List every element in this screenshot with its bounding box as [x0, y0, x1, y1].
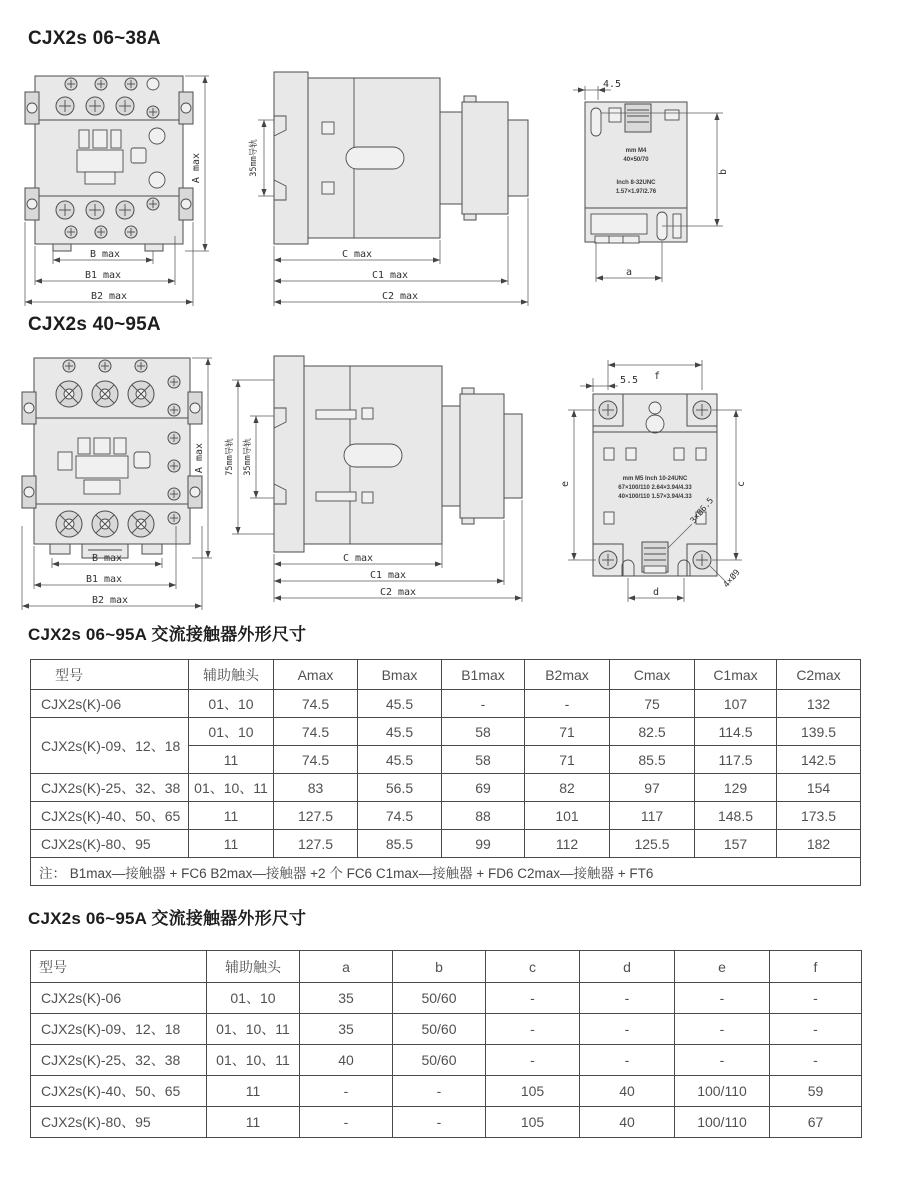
column-header: c	[486, 951, 580, 983]
value-cell: 40	[580, 1107, 675, 1138]
value-cell: 173.5	[777, 802, 861, 830]
value-cell: 99	[442, 830, 525, 858]
value-cell: 129	[695, 774, 777, 802]
value-cell: 85.5	[610, 746, 695, 774]
dim-label-4-5: 4.5	[603, 79, 622, 90]
model-cell: CJX2s(K)-25、32、38	[31, 1045, 207, 1076]
value-cell: -	[580, 1045, 675, 1076]
dim-label-f: f	[653, 371, 661, 382]
value-cell: 112	[525, 830, 610, 858]
value-cell: -	[486, 983, 580, 1014]
value-cell: 56.5	[358, 774, 442, 802]
dim-label-c: c	[736, 480, 747, 488]
value-cell: -	[580, 1014, 675, 1045]
value-cell: 82.5	[610, 718, 695, 746]
dim-label-holes-3: 3×Ø6.5	[688, 495, 717, 526]
value-cell: 01、10	[189, 718, 274, 746]
value-cell: 45.5	[358, 690, 442, 718]
dim-label-35mm-rail: 35mm导轨	[249, 139, 259, 177]
table-row	[31, 830, 861, 858]
value-cell: 45.5	[358, 718, 442, 746]
value-cell: -	[675, 1014, 770, 1045]
dim-label-c2-max: C2 max	[381, 291, 419, 302]
column-header: 辅助触头	[189, 660, 274, 690]
mount-spec-line: 40×100/110 1.57×3.94/4.33	[618, 494, 692, 500]
value-cell: -	[300, 1076, 393, 1107]
dim-label-c1-max: C1 max	[371, 270, 409, 281]
dim-label-b2-max: B2 max	[90, 291, 128, 302]
value-cell: 154	[777, 774, 861, 802]
value-cell: 01、10、11	[207, 1045, 300, 1076]
value-cell: 40	[580, 1076, 675, 1107]
column-header: b	[393, 951, 486, 983]
dim-label-b2-max: B2 max	[91, 595, 129, 606]
section-title-40-95a: CJX2s 40~95A	[28, 314, 161, 335]
value-cell: 71	[525, 746, 610, 774]
mount-spec-line: Inch 8-32UNC	[616, 180, 656, 186]
value-cell: 71	[525, 718, 610, 746]
value-cell: 58	[442, 746, 525, 774]
dim-label-b-max: B max	[89, 249, 121, 260]
value-cell: 58	[442, 718, 525, 746]
value-cell: 100/110	[675, 1076, 770, 1107]
value-cell: 59	[770, 1076, 862, 1107]
front-view-drawing-small	[25, 68, 220, 305]
column-header: d	[580, 951, 675, 983]
dim-label-a-max: A max	[194, 442, 205, 474]
model-cell: CJX2s(K)-09、12、18	[31, 718, 189, 774]
value-cell: 105	[486, 1076, 580, 1107]
dim-label-d: d	[652, 587, 660, 598]
value-cell: 01、10	[189, 690, 274, 718]
value-cell: 157	[695, 830, 777, 858]
value-cell: 35	[300, 1014, 393, 1045]
table-row	[31, 1076, 862, 1107]
section-title-06-38a: CJX2s 06~38A	[28, 28, 161, 49]
dimensions-table-overall	[30, 659, 861, 886]
value-cell: -	[442, 690, 525, 718]
value-cell: 97	[610, 774, 695, 802]
table-row	[31, 690, 861, 718]
model-cell: CJX2s(K)-06	[31, 983, 207, 1014]
value-cell: 11	[189, 802, 274, 830]
value-cell: 50/60	[393, 983, 486, 1014]
column-header: Amax	[274, 660, 358, 690]
value-cell: 74.5	[274, 690, 358, 718]
value-cell: 117.5	[695, 746, 777, 774]
dim-label-b1-max: B1 max	[84, 270, 122, 281]
value-cell: -	[675, 1045, 770, 1076]
note-row	[31, 858, 861, 886]
dim-label-b-max: B max	[91, 553, 123, 564]
side-view-drawing-large	[225, 352, 528, 618]
value-cell: 101	[525, 802, 610, 830]
value-cell: 11	[207, 1107, 300, 1138]
value-cell: 139.5	[777, 718, 861, 746]
model-cell: CJX2s(K)-40、50、65	[31, 802, 189, 830]
dim-label-35mm-rail: 35mm导轨	[243, 438, 253, 476]
value-cell: 100/110	[675, 1107, 770, 1138]
value-cell: -	[486, 1045, 580, 1076]
header-row	[31, 660, 861, 690]
value-cell: 74.5	[274, 718, 358, 746]
value-cell: 67	[770, 1107, 862, 1138]
value-cell: 88	[442, 802, 525, 830]
value-cell: 69	[442, 774, 525, 802]
dim-label-c-max: C max	[341, 249, 373, 260]
value-cell: 182	[777, 830, 861, 858]
value-cell: -	[770, 1014, 862, 1045]
column-header: B2max	[525, 660, 610, 690]
dim-label-b: b	[718, 168, 729, 176]
value-cell: 11	[189, 830, 274, 858]
table-row	[31, 1014, 862, 1045]
value-cell: 40	[300, 1045, 393, 1076]
dim-label-a: a	[625, 267, 633, 278]
column-header: a	[300, 951, 393, 983]
value-cell: 35	[300, 983, 393, 1014]
value-cell: -	[393, 1076, 486, 1107]
table-row	[31, 802, 861, 830]
column-header: C2max	[777, 660, 861, 690]
value-cell: -	[770, 1045, 862, 1076]
mount-spec-line: 1.57×1.97/2.76	[615, 189, 657, 195]
model-cell: CJX2s(K)-06	[31, 690, 189, 718]
model-cell: CJX2s(K)-40、50、65	[31, 1076, 207, 1107]
table-row	[31, 718, 861, 746]
value-cell: 125.5	[610, 830, 695, 858]
table1-title: CJX2s 06~95A 交流接触器外形尺寸	[28, 625, 307, 644]
model-cell: CJX2s(K)-25、32、38	[31, 774, 189, 802]
dim-label-b1-max: B1 max	[85, 574, 123, 585]
table-row	[31, 1107, 862, 1138]
column-header: Cmax	[610, 660, 695, 690]
mount-spec-line: mm M5 Inch 10-24UNC	[622, 476, 688, 482]
dim-label-e: e	[560, 480, 571, 488]
value-cell: 127.5	[274, 830, 358, 858]
value-cell: 75	[610, 690, 695, 718]
table2-title: CJX2s 06~95A 交流接触器外形尺寸	[28, 909, 307, 928]
model-cell: CJX2s(K)-09、12、18	[31, 1014, 207, 1045]
table-note: 注： B1max—接触器 + FC6 B2max—接触器 +2 个 FC6 C1max—接触器 + FD6 C2max—接触器 + FT6	[31, 858, 861, 886]
dimensions-table-mounting	[30, 950, 862, 1138]
table-row	[31, 774, 861, 802]
column-header: 辅助触头	[207, 951, 300, 983]
value-cell: 117	[610, 802, 695, 830]
value-cell: 85.5	[358, 830, 442, 858]
column-header: 型号	[31, 660, 189, 690]
mount-spec-line: mm M4	[625, 148, 647, 154]
value-cell: 105	[486, 1107, 580, 1138]
value-cell: 01、10、11	[189, 774, 274, 802]
value-cell: 74.5	[274, 746, 358, 774]
value-cell: 148.5	[695, 802, 777, 830]
value-cell: 107	[695, 690, 777, 718]
value-cell: 83	[274, 774, 358, 802]
table-row	[31, 1045, 862, 1076]
column-header: B1max	[442, 660, 525, 690]
dim-label-a-max: A max	[191, 152, 202, 184]
model-cell: CJX2s(K)-80、95	[31, 830, 189, 858]
value-cell: 50/60	[393, 1045, 486, 1076]
column-header: f	[770, 951, 862, 983]
value-cell: -	[300, 1107, 393, 1138]
back-view-drawing-small	[565, 68, 815, 305]
value-cell: -	[393, 1107, 486, 1138]
dim-label-75mm-rail: 75mm导轨	[225, 438, 235, 476]
table-row	[31, 983, 862, 1014]
dim-label-c-max: C max	[342, 553, 374, 564]
model-cell: CJX2s(K)-80、95	[31, 1107, 207, 1138]
value-cell: 01、10、11	[207, 1014, 300, 1045]
value-cell: -	[525, 690, 610, 718]
dim-label-c2-max: C2 max	[379, 587, 417, 598]
mount-spec-line: 40×50/70	[623, 157, 649, 163]
value-cell: 142.5	[777, 746, 861, 774]
side-view-drawing-small	[250, 68, 540, 305]
front-view-drawing-large	[22, 352, 222, 618]
value-cell: 45.5	[358, 746, 442, 774]
value-cell: 11	[189, 746, 274, 774]
header-row	[31, 951, 862, 983]
dim-label-c1-max: C1 max	[369, 570, 407, 581]
value-cell: 11	[207, 1076, 300, 1107]
value-cell: -	[580, 983, 675, 1014]
value-cell: -	[770, 983, 862, 1014]
dim-label-holes-4: 4×Ø9	[721, 567, 743, 590]
value-cell: 82	[525, 774, 610, 802]
value-cell: 01、10	[207, 983, 300, 1014]
value-cell: 127.5	[274, 802, 358, 830]
column-header: Bmax	[358, 660, 442, 690]
back-view-drawing-large	[560, 352, 830, 618]
value-cell: 74.5	[358, 802, 442, 830]
column-header: 型号	[31, 951, 207, 983]
column-header: C1max	[695, 660, 777, 690]
value-cell: -	[486, 1014, 580, 1045]
mount-spec-line: 67×100/110 2.64×3.94/4.33	[618, 485, 692, 491]
column-header: e	[675, 951, 770, 983]
dim-label-5-5: 5.5	[620, 375, 639, 386]
value-cell: 114.5	[695, 718, 777, 746]
value-cell: -	[675, 983, 770, 1014]
value-cell: 50/60	[393, 1014, 486, 1045]
value-cell: 132	[777, 690, 861, 718]
